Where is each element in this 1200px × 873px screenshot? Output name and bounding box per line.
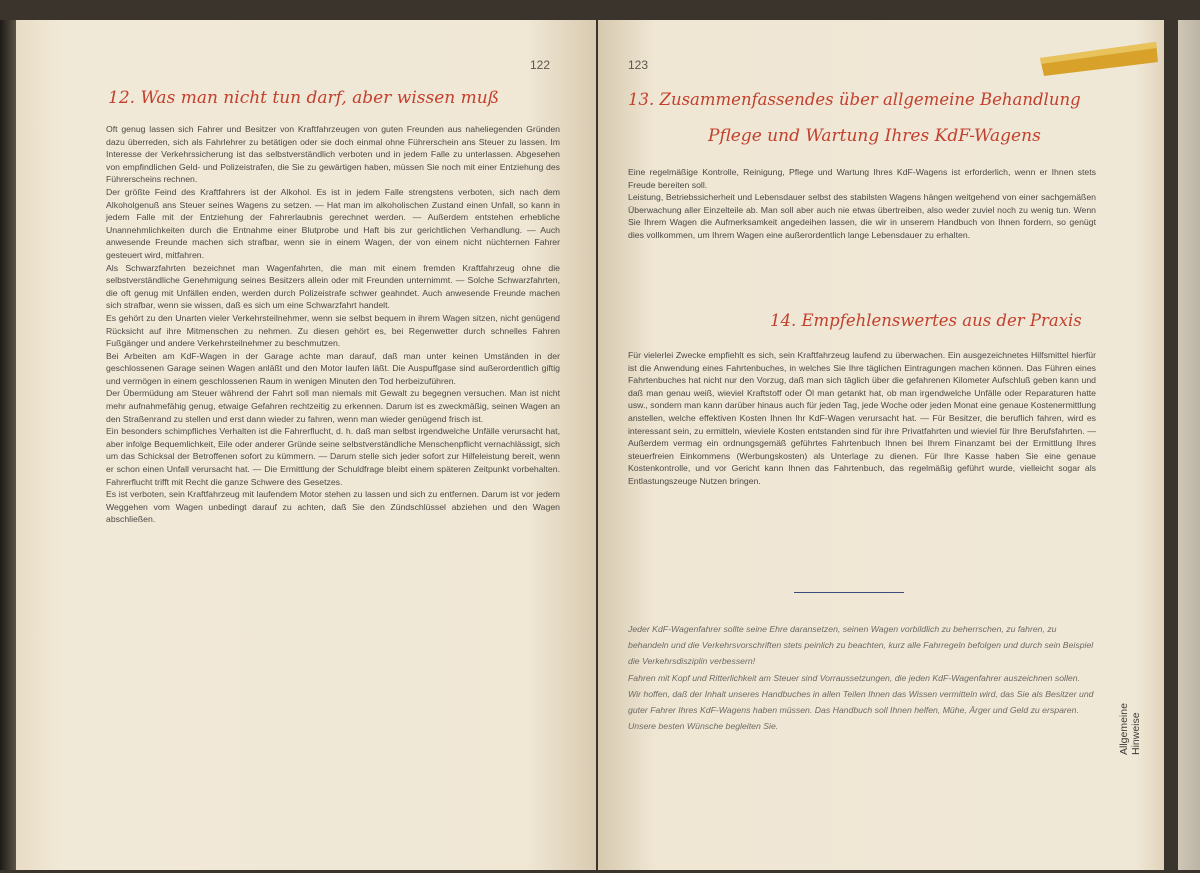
paragraph: Eine regelmäßige Kontrolle, Reinigung, Pflege und Wartung Ihres KdF-Wagens ist erforderlich, wenn er Ihnen stets Freude bereiten soll.: [628, 167, 1096, 190]
left-page: [16, 20, 596, 870]
section-13-heading-line1: 13. Zusammenfassendes über allgemeine Behandlung: [628, 90, 1081, 109]
paragraph: Es gehört zu den Unarten vieler Verkehrsteilnehmer, wenn sie selbst bequem in ihrem Wagen sitzen, nicht genügend Rücksicht auf ihre Mitmenschen zu nehmen. Zu diesen gehört es, bei Regenwetter durch schnelles Fahren Fußgänger und andere Verkehrsteilnehmer zu beschmutzen.: [106, 312, 560, 349]
divider-line: [794, 592, 904, 593]
section-12-heading: 12. Was man nicht tun darf, aber wissen muß: [108, 88, 500, 108]
book-spread: [8, 20, 1184, 870]
paragraph: Der größte Feind des Kraftfahrers ist der Alkohol. Es ist in jedem Falle strengstens verboten, sich nach dem Alkoholgenuß ans Steuer seines Wagens zu setzen. — Hat man im alkoholischen Zustand einen Unfall, so kann in jedem Falle mit der Entziehung der Fahrerlaubnis gerechnet werden. — Außerdem entstehen erhebliche Unannehmlichkeiten durch die Entnahme einer Blutprobe und Haft bis zur gerichtlichen Verhandlung. — Auch anwesende Freunde machen sich strafbar, wenn sie in einem Wagen, der von einem nicht nüchternen Fahrer gesteuert wird, mitfahren.: [106, 186, 560, 260]
paragraph: Jeder KdF-Wagenfahrer sollte seine Ehre daransetzen, seinen Wagen vorbildlich zu beherrschen, zu fahren, zu behandeln und die Verkehrsvorschriften stets peinlich zu beachten, kurz alle Fahrregeln befolgen und durch sein Beispiel die Verkehrsdisziplin verbessern!: [628, 624, 1094, 667]
paragraph: Bei Arbeiten am KdF-Wagen in der Garage achte man darauf, daß man unter keinen Umständen in der geschlossenen Garage seinen Wagen anläßt und den Motor laufen läßt. Die Auspuffgase sind außerordentlich giftig und vermögen in einem geschlossenen Raum in wenigen Minuten den Tod herbeizuführen.: [106, 350, 560, 386]
section-13-body: [628, 166, 1096, 242]
paragraph: Oft genug lassen sich Fahrer und Besitzer von Kraftfahrzeugen von guten Freunden aus naheliegenden Gründen dazu überreden, sich als Fahrlehrer zu betätigen oder sie doch einmal ohne Führerschein ans Steuer zu lassen. Im Interesse der Verkehrssicherung ist das selbstverständlich verboten und in jedem Falle zu unterlassen. Abgesehen von empfindlichen Geld- und Polizeistrafen, die Sie zu gewärtigen haben, müssen Sie noch mit einer Entziehung des Führerscheins rechnen.: [106, 124, 560, 185]
paragraph: Wir hoffen, daß der Inhalt unseres Handbuches in allen Teilen Ihnen das Wissen vermitteln wird, das Sie als Besitzer und guter Fahrer Ihres KdF-Wagens haben müssen. Das Handbuch soll Ihnen helfen, Mühe, Ärger und Geld zu ersparen. Unsere besten Wünsche begleiten Sie.: [628, 688, 1094, 732]
paragraph: Der Übermüdung am Steuer während der Fahrt soll man niemals mit Gewalt zu begegnen versuchen. Man ist nicht mehr aufnahmefähig genug, etwaige Gefahren rechtzeitig zu erkennen. Darum ist es zweckmäßig, seinen Wagen an den Straßenrand zu stellen und erst dann wieder zu fahren, wenn man wieder genügend frisch ist.: [106, 388, 560, 424]
section-13-heading-line2: Pflege und Wartung Ihres KdF-Wagens: [708, 126, 1041, 146]
paragraph: Ein besonders schimpfliches Verhalten ist die Fahrerflucht, d. h. daß man selbst irgendwelche Unfälle verursacht hat, aber infolge Bequemlichkeit, Eile oder anderer Gründe seine selbstverständliche Menschenpflicht vernachlässigt, sich um das Schicksal der Betroffenen sofort zu kümmern. — Darum stelle sich jeder sofort zur Hilfeleistung bereit, wenn er schon einen Unfall verursacht hat. — Die Ermittlung der Schuldfrage bleibt einem späteren Zeitpunkt vorbehalten. Fahrerflucht trifft mit Recht die ganze Schwere des Gesetzes.: [106, 426, 560, 487]
side-tab-line: Allgemeine: [1118, 703, 1130, 755]
paragraph: Fahren mit Kopf und Ritterlichkeit am Steuer sind Vorraussetzungen, die jeden KdF-Wagenfahrer auszeichnen sollen.: [628, 672, 1080, 683]
paragraph: Leistung, Betriebssicherheit und Lebensdauer selbst des stabilsten Wagens hängen weitgehend von einer sachgemäßen Überwachung aller Einzelteile ab. Man soll aber auch nie etwas übertreiben, also weder zuviel noch zu wenig tun. Wenn Sie Ihrem Wagen die Aufmerksamkeit angedeihen lassen, die wir in unserem Handbuch von Ihnen fordern, so genügt dies vollkommen, um Ihrem Wagen eine außerordentlich lange Lebensdauer zu erhalten.: [628, 192, 1096, 240]
page-number-left: 122: [530, 58, 551, 72]
paragraph: Es ist verboten, sein Kraftfahrzeug mit laufendem Motor stehen zu lassen und sich zu entfernen. Darum ist vor jedem Weggehen vom Wagen unbedingt darauf zu achten, daß Sie den Zündschlüssel abziehen und den Wagen abschließen.: [106, 489, 560, 525]
section-14-body: [628, 349, 1096, 488]
section-14-heading: 14. Empfehlenswertes aus der Praxis: [770, 311, 1082, 330]
page-number-right: 123: [628, 58, 649, 72]
side-tab-label: [1118, 703, 1142, 755]
left-page-body: [106, 123, 560, 526]
paragraph: Für vielerlei Zwecke empfiehlt es sich, sein Kraftfahrzeug laufend zu überwachen. Ein ausgezeichnetes Hilfsmittel hierfür ist die Anwendung eines Fahrtenbuches, in welches Sie Ihre täglichen Eintragungen machen können. Das Führen eines Fahrtenbuches hat nicht nur den Vorzug, daß man sich täglich über die gefahrenen Kilometer Aufschluß geben kann und daß man genau weiß, wieviel Kraftstoff oder Öl man getankt hat, ob man irgendwelche Unfälle oder Reparaturen hatte usw., sondern man kann darüber hinaus auch für jeden Tag, jede Woche oder jeden Monat eine genaue Kostenermittlung anstellen, welche effektiven Kosten Ihnen Ihr KdF-Wagen verursacht hat. — Für Besitzer, die beruflich fahren, wird es interessant sein, zu ermitteln, wieviele Kosten entstanden sind für ihre Privatfahrten und wieviel für Ihre Berufsfahrten. — Außerdem vermag ein ordnungsgemäß geführtes Fahrtenbuch Ihnen bei Ihrem Finanzamt bei der Ermittlung Ihres steuerfreien Einkommens (Werbungskosten) als Unterlage zu dienen. Für Ihre Kasse haben Sie eine genaue Kostenkontrolle, und vor Gericht kann Ihnen das Fahrtenbuch, das regelmäßig geführt wurde, vielleicht sogar als Entlastungszeuge Nutzen bringen.: [628, 350, 1096, 486]
paragraph: Als Schwarzfahrten bezeichnet man Wagenfahrten, die man mit einem fremden Kraftfahrzeug ohne die selbstverständliche Genehmigung seines Besitzers allein oder mit Freunden unternimmt. — Solche Schwarzfahrten, die oft genug mit Unfällen enden, werden durch Polizeistrafe schwer geahndet. Auch anwesende Freunde machen sich strafbar, wenn sie wissen, daß es sich um eine Schwarzfahrt handelt.: [106, 262, 560, 311]
right-page: [598, 20, 1164, 870]
side-tab-line: Hinweise: [1130, 712, 1142, 755]
closing-remarks: [628, 621, 1096, 734]
index-tab-sticker: [1010, 20, 1160, 78]
